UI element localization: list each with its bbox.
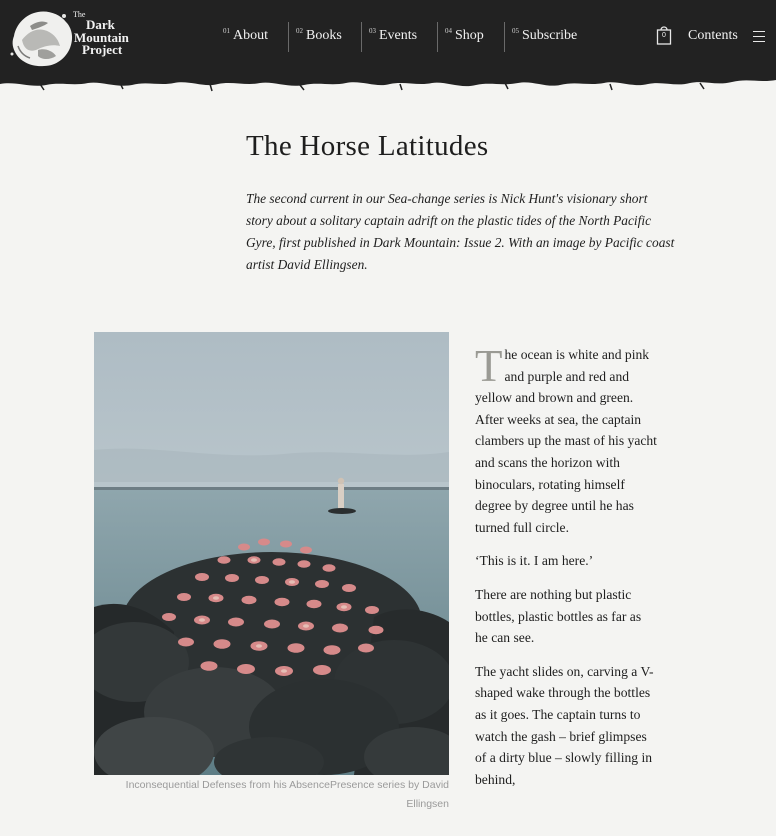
site-header: [0, 0, 776, 76]
cart-button[interactable]: [655, 24, 673, 46]
nav-label: Shop: [455, 28, 484, 43]
nav-divider: [437, 22, 438, 52]
article-standfirst: The second current in our Sea-change series is Nick Hunt's visionary short story about a solitary captain adrift on the plastic tides of the North Pacific Gyre, first published in Dark Mountain: Issue 2. With an image by Pacific coast artist David Ellingsen.: [246, 191, 675, 272]
nav-divider: [361, 22, 362, 52]
nav-item-subscribe[interactable]: [512, 22, 577, 52]
nav-item-about[interactable]: [223, 22, 268, 52]
seascape-photo: [94, 332, 449, 775]
nav-divider: [288, 22, 289, 52]
nav-number: 03: [369, 27, 376, 35]
nav-item-events[interactable]: [369, 22, 417, 52]
image-caption: Inconsequential Defenses from his AbsencePresence series by David Ellingsen: [125, 779, 449, 810]
nav-divider: [504, 22, 505, 52]
paragraph: ‘This is it. I am here.’: [475, 553, 594, 569]
hamburger-menu-icon[interactable]: [753, 31, 765, 42]
nav-label: Subscribe: [522, 28, 578, 43]
logo-project: Project: [82, 42, 123, 57]
nav-number: 01: [223, 27, 230, 35]
logo-wordmark: [72, 10, 129, 57]
logo-dark: Dark: [86, 17, 115, 32]
mountain-logo-icon: [8, 6, 78, 70]
drop-cap: T: [475, 341, 503, 391]
nav-label: Books: [306, 28, 342, 43]
cart-count: 0: [662, 32, 666, 39]
brush-edge-decoration: [0, 68, 776, 94]
contents-menu-label[interactable]: Contents: [688, 28, 738, 43]
paragraph: The yacht slides on, carving a V-shaped wake through the bottles as it goes. The captain turns to watch the gash – brief glimpses of a dirty blue – slowly filling in behind,: [475, 663, 654, 787]
article-image[interactable]: [94, 332, 449, 775]
nav-item-books[interactable]: [296, 22, 342, 52]
nav-label: About: [233, 28, 268, 43]
nav-number: 02: [296, 27, 303, 35]
nav-number: 04: [445, 27, 452, 35]
paragraph: [475, 341, 657, 538]
nav-item-shop[interactable]: [445, 22, 484, 52]
logo-mountain: Mountain: [74, 29, 129, 45]
article-title: The Horse Latitudes: [246, 130, 489, 162]
paragraph: There are nothing but plastic bottles, plastic bottles as far as he can see.: [475, 586, 642, 646]
nav-label: Events: [379, 28, 418, 43]
site-logo[interactable]: [8, 6, 138, 70]
nav-number: 05: [512, 27, 519, 35]
logo-the: The: [73, 10, 86, 19]
article-body: [475, 341, 657, 802]
paragraph-text: he ocean is white and pink and purple and red and yellow and brown and green. After weeks at sea, the captain clambers up the mast of his yacht and scans the horizon with binoculars, rotating himself degree by degree until he has turned full circle.: [475, 347, 657, 535]
